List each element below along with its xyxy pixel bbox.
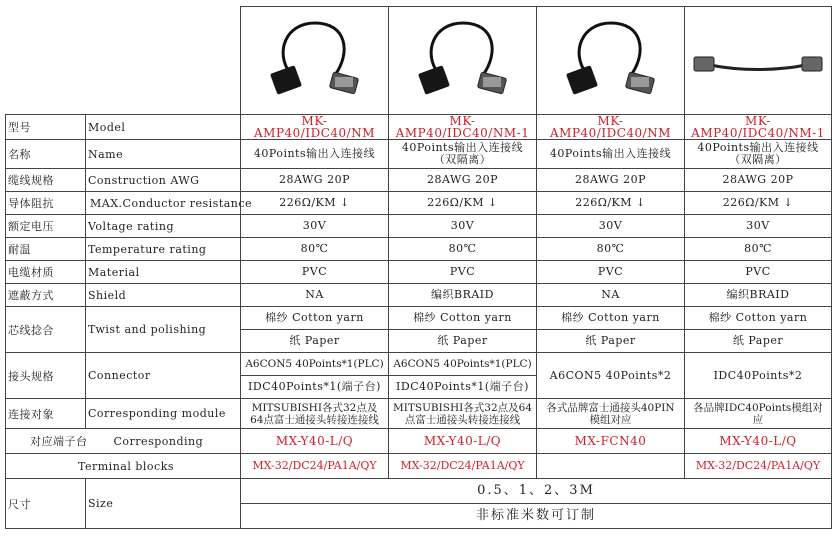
product-photo-4	[685, 7, 832, 115]
product-photo-3	[537, 7, 685, 115]
cable-image-1	[255, 13, 375, 109]
name-cell-3: 40Points输出入连接线	[537, 140, 685, 169]
model-cell-2: MK-AMP40/IDC40/NM-1	[389, 115, 537, 140]
cable-image-2	[403, 13, 523, 109]
spec-table: 型号 Model MK-AMP40/IDC40/NM MK-AMP40/IDC40/NM-1 MK-AMP40/IDC40/NM MK-AMP40/IDC40/NM-1 名称 Name 40Points输出入连接线 40Points输出入连接线 （双隔离） 40Points输出入连接线 40Points输出入连接线 （双隔离） 缆线规格 Construction AWG 28AWG 20P 28AWG 20P 28AWG 20P 28AWG 20P 导体阻抗 MAX.Conductor resistance 226Ω/KM ↓ 226Ω/KM ↓ 226Ω/KM ↓ 226Ω/KM ↓ 额定电压 Voltage rating 30V 30V 30V 30V 耐温 Temperature rating 80℃ 80℃ 80℃ 80℃ 电缆材质 Material PVC PVC PVC PVC 遮蔽方式 Shield NA 编织BRAID NA 编织BRAID 芯线捻合 Twist and polishing 棉纱 Cotton yarn 棉纱 Cotton yarn 棉纱 Cotton yarn 棉纱 Cotton yarn 纸 Paper 纸 Paper 纸 Paper 纸 Paper 接头规格 Connector A6CON5 40Points*1(PLC) A6CON5 40Points*1(PLC) A6CON5 40Points*2 IDC40Points*2 IDC40Points*1(端子台) IDC40Points*1(端子台) 连接对象 Corresponding module MITSUBISHI各式32点及 64点富士通接头转接连接线 MITSUBISHI各式32点及64 点富士通接头转接连接线 各式品牌富士通接头40PIN 模组对应 各品牌IDC40Points模组对 应 对应端子台 Corresponding MX-Y40-L/Q MX-Y40-L/Q MX-FCN40 MX-Y40-L/Q Terminal blocks MX-32/DC24/PA1A/QY MX-32/DC24/PA1A/QY MX-32/DC24/PA1A/QY 尺寸 Size 0.5、1、2、3M 非标准米数可订制	[5, 6, 832, 529]
name-cell-2: 40Points输出入连接线 （双隔离）	[389, 140, 537, 169]
product-photo-1	[241, 7, 389, 115]
size-options: 0.5、1、2、3M	[241, 479, 832, 504]
name-cell-4: 40Points输出入连接线 （双隔离）	[685, 140, 832, 169]
product-photo-2	[389, 7, 537, 115]
model-cell-3: MK-AMP40/IDC40/NM	[537, 115, 685, 140]
size-custom-note: 非标准米数可订制	[241, 504, 832, 529]
name-cell-1: 40Points输出入连接线	[241, 140, 389, 169]
model-cell-1: MK-AMP40/IDC40/NM	[241, 115, 389, 140]
cable-image-4	[690, 13, 826, 109]
model-cell-4: MK-AMP40/IDC40/NM-1	[685, 115, 832, 140]
cable-image-3	[551, 13, 671, 109]
